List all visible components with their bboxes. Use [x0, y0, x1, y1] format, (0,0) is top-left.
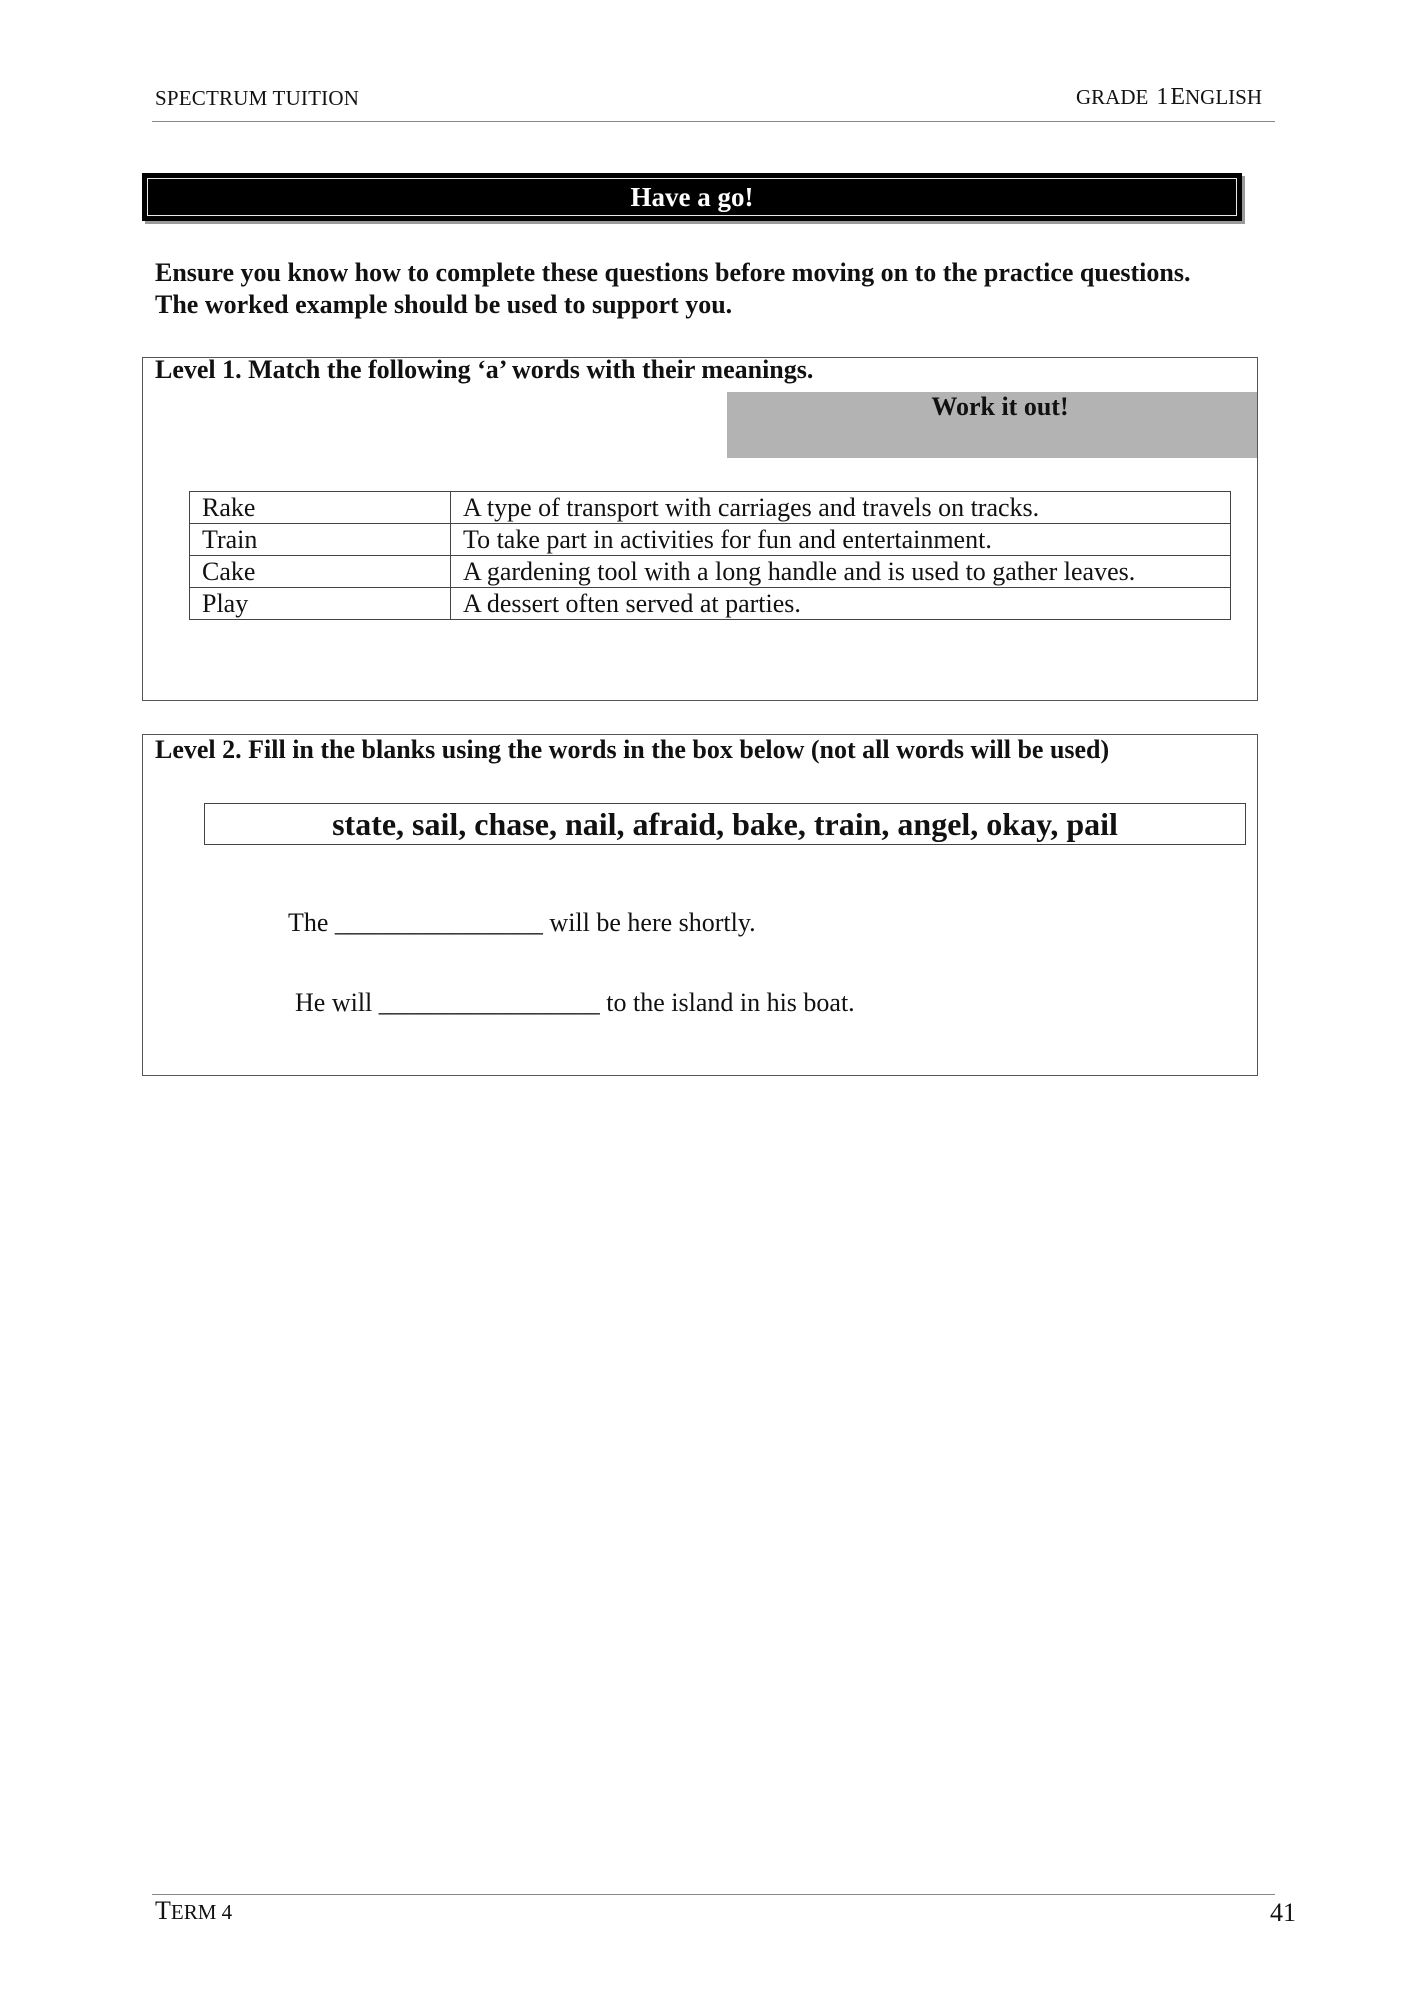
header-grade-subject — [1076, 84, 1262, 111]
word-cell: Cake — [190, 556, 451, 588]
footer-term — [155, 1896, 232, 1926]
header-grade-label: GRADE — [1075, 85, 1149, 109]
table-row — [190, 524, 1231, 556]
word-cell: Train — [190, 524, 451, 556]
matching-table — [189, 491, 1231, 620]
word-cell: Play — [190, 588, 451, 620]
word-bank-box: state, sail, chase, nail, afraid, bake, train, angel, okay, pail — [204, 803, 1246, 845]
table-row — [190, 588, 1231, 620]
footer-term-rest: ERM 4 — [170, 1900, 233, 1924]
banner-title: Have a go! — [147, 178, 1237, 216]
intro-instructions: Ensure you know how to complete these questions before moving on to the practice questions. The worked example should be used to support you. — [155, 258, 1191, 319]
header-subject-initial: E — [1170, 84, 1185, 110]
level-2-title: Level 2. Fill in the blanks using the words in the box below (not all words will be used) — [155, 735, 1110, 764]
level-1-title: Level 1. Match the following ‘a’ words with their meanings. — [155, 355, 814, 384]
header-divider — [152, 121, 1275, 122]
meaning-cell: To take part in activities for fun and entertainment. — [451, 524, 1231, 556]
footer-term-initial: T — [155, 1896, 171, 1925]
word-cell: Rake — [190, 492, 451, 524]
work-it-out-label: Work it out! — [931, 392, 1069, 421]
fill-blank-sentence-1[interactable]: The ________________ will be here shortly. — [288, 908, 756, 937]
fill-blank-sentence-2[interactable]: He will _________________ to the island in his boat. — [295, 988, 855, 1017]
level-2-box — [142, 734, 1258, 1076]
table-row — [190, 556, 1231, 588]
meaning-cell: A type of transport with carriages and travels on tracks. — [451, 492, 1231, 524]
header-subject-rest: NGLISH — [1185, 85, 1262, 109]
page-number: 41 — [1270, 1898, 1296, 1927]
table-row — [190, 492, 1231, 524]
have-a-go-banner — [142, 173, 1242, 221]
meaning-cell: A dessert often served at parties. — [451, 588, 1231, 620]
header-grade-number: 1 — [1156, 84, 1169, 110]
work-it-out-panel — [727, 392, 1257, 458]
meaning-cell: A gardening tool with a long handle and is used to gather leaves. — [451, 556, 1231, 588]
header-school-name: SPECTRUM TUITION — [155, 86, 360, 110]
footer-divider — [152, 1894, 1275, 1895]
